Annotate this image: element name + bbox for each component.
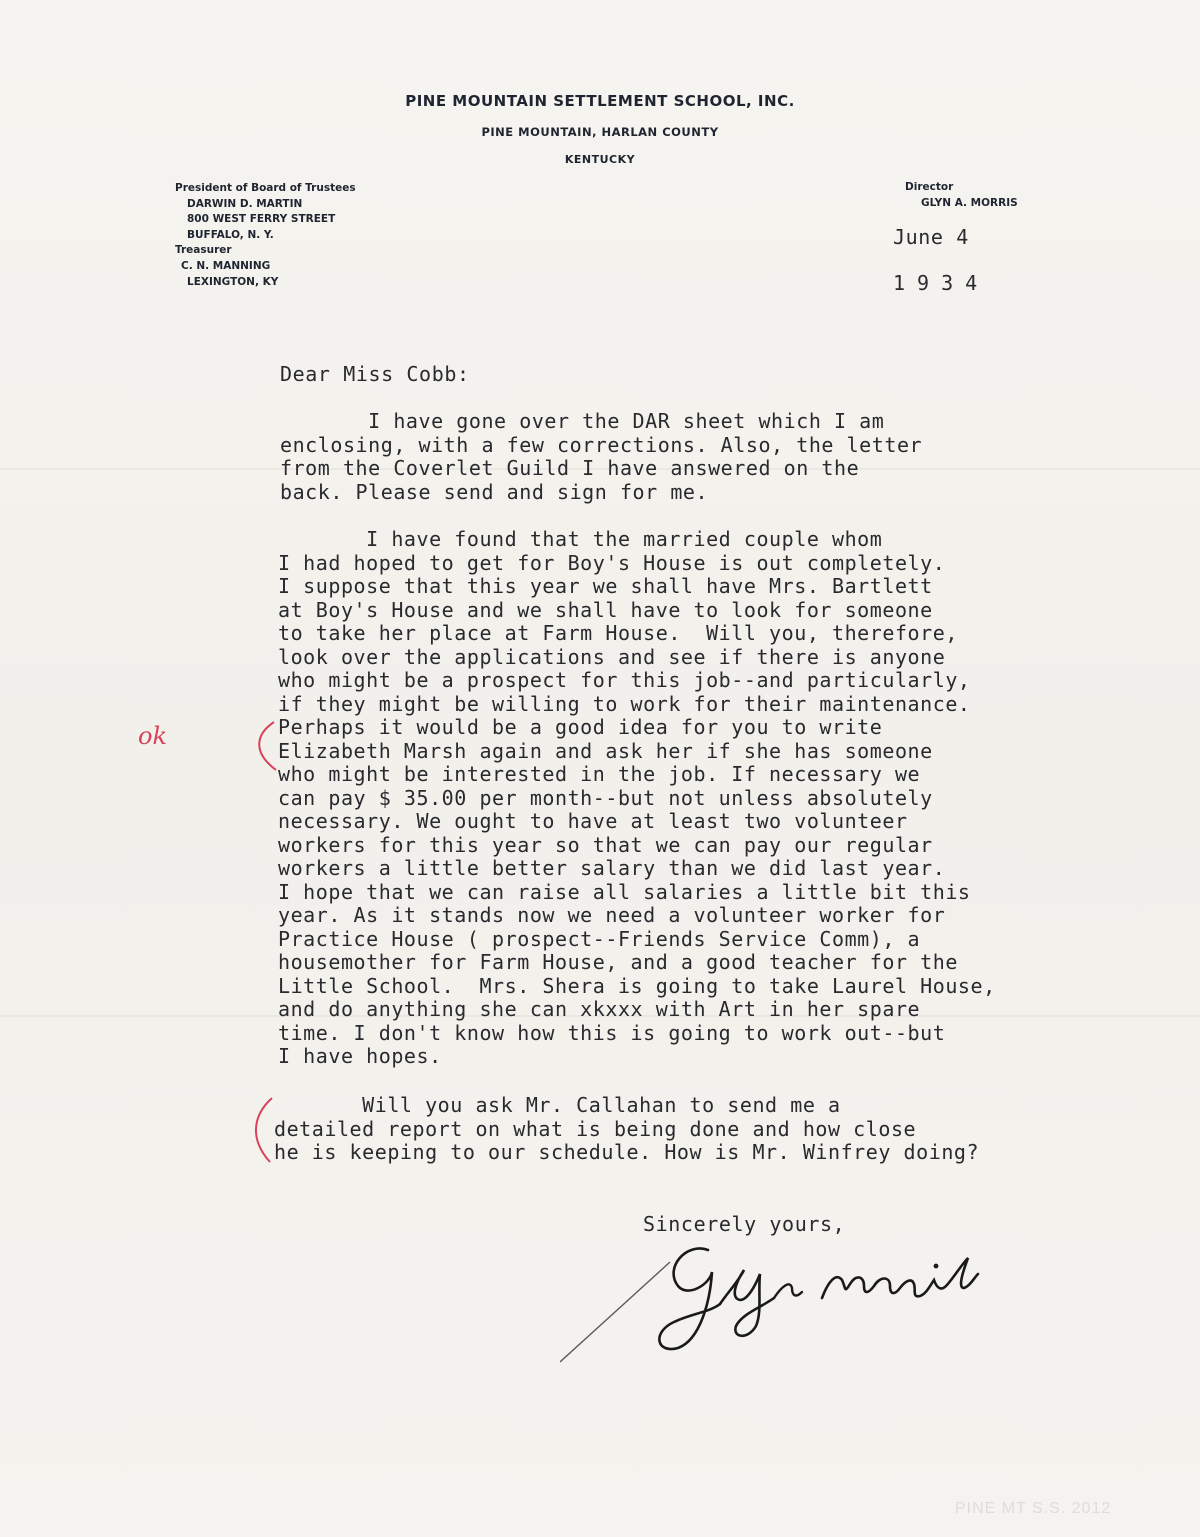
text-line: can pay $ 35.00 per month--but not unless absolutely: [278, 785, 933, 810]
text-line: he is keeping to our schedule. How is Mr. Winfrey doing?: [274, 1140, 980, 1164]
faint-watermark: PINE MT S.S. 2012: [955, 1500, 1112, 1517]
treasurer-label: Treasurer: [175, 244, 232, 257]
paragraph-3: [274, 1094, 979, 1165]
text-line: from the Coverlet Guild I have answered on the: [280, 456, 860, 480]
text-line: time. I don't know how this is going to work out--but: [278, 1020, 946, 1045]
text-line: housemother for Farm House, and a good teacher for the: [278, 950, 958, 974]
letterhead-state: KENTUCKY: [564, 153, 636, 166]
text-line: I had hoped to get for Boy's House is out completely.: [278, 550, 946, 575]
red-bracket-mark: [246, 1094, 282, 1166]
treasurer-name: C. N. MANNING: [181, 259, 271, 272]
red-bracket-mark: [246, 718, 286, 774]
text-line: necessary. We ought to have at least two volunteer: [278, 809, 908, 833]
text-line: Little School. Mrs. Shera is going to take Laurel House,: [278, 973, 996, 998]
director-label: Director: [905, 181, 954, 193]
text-line: Will you ask Mr. Callahan to send me a: [274, 1093, 841, 1117]
text-line: Practice House ( prospect--Friends Service Comm), a: [278, 926, 921, 951]
closing: Sincerely yours,: [643, 1212, 846, 1236]
paragraph-2: [278, 528, 996, 1069]
letterhead-location: PINE MOUNTAIN, HARLAN COUNTY: [481, 125, 719, 139]
text-line: look over the applications and see if there is anyone: [278, 644, 946, 669]
text-line: year. As it stands now we need a volunteer worker for: [278, 903, 946, 927]
director-name: GLYN A. MORRIS: [921, 196, 1018, 209]
text-line: Elizabeth Marsh again and ask her if she has someone: [278, 738, 933, 763]
paragraph-1: [280, 410, 922, 504]
text-line: I have found that the married couple whom: [278, 527, 883, 551]
text-line: I have gone over the DAR sheet which I am: [280, 409, 885, 433]
text-line: at Boy's House and we shall have to look for someone: [278, 597, 933, 622]
text-line: detailed report on what is being done and how close: [274, 1116, 917, 1141]
date-year: 1934: [893, 271, 990, 295]
letterhead-title: PINE MOUNTAIN SETTLEMENT SCHOOL, INC.: [405, 92, 795, 110]
trustees-block: [175, 181, 356, 290]
text-line: back. Please send and sign for me.: [280, 479, 709, 504]
signature: [560, 1222, 980, 1372]
text-line: workers for this year so that we can pay our regular: [278, 832, 933, 857]
text-line: who might be a prospect for this job--and particularly,: [278, 668, 971, 692]
salutation: Dear Miss Cobb:: [280, 362, 470, 386]
text-line: if they might be willing to work for their maintenance.: [278, 691, 971, 716]
president-city: BUFFALO, N. Y.: [187, 228, 274, 241]
text-line: who might be interested in the job. If necessary we: [278, 762, 921, 786]
text-line: enclosing, with a few corrections. Also, the letter: [280, 432, 923, 457]
text-line: I suppose that this year we shall have Mrs. Bartlett: [278, 574, 933, 598]
text-line: Perhaps it would be a good idea for you to write: [278, 715, 883, 739]
text-line: to take her place at Farm House. Will you, therefore,: [278, 621, 958, 645]
text-line: workers a little better salary than we did last year.: [278, 856, 946, 880]
president-label: President of Board of Trustees: [175, 182, 356, 194]
director-block: [905, 180, 1018, 211]
president-street: 800 WEST FERRY STREET: [187, 213, 336, 226]
text-line: and do anything she can xkxxx with Art in her spare: [278, 997, 921, 1021]
text-line: I have hopes.: [278, 1044, 442, 1068]
president-name: DARWIN D. MARTIN: [187, 197, 303, 210]
margin-note-ok: ok: [138, 722, 167, 750]
text-line: I hope that we can raise all salaries a little bit this: [278, 879, 971, 904]
treasurer-city: LEXINGTON, KY: [187, 275, 279, 288]
date-month-day: June 4: [893, 225, 969, 249]
